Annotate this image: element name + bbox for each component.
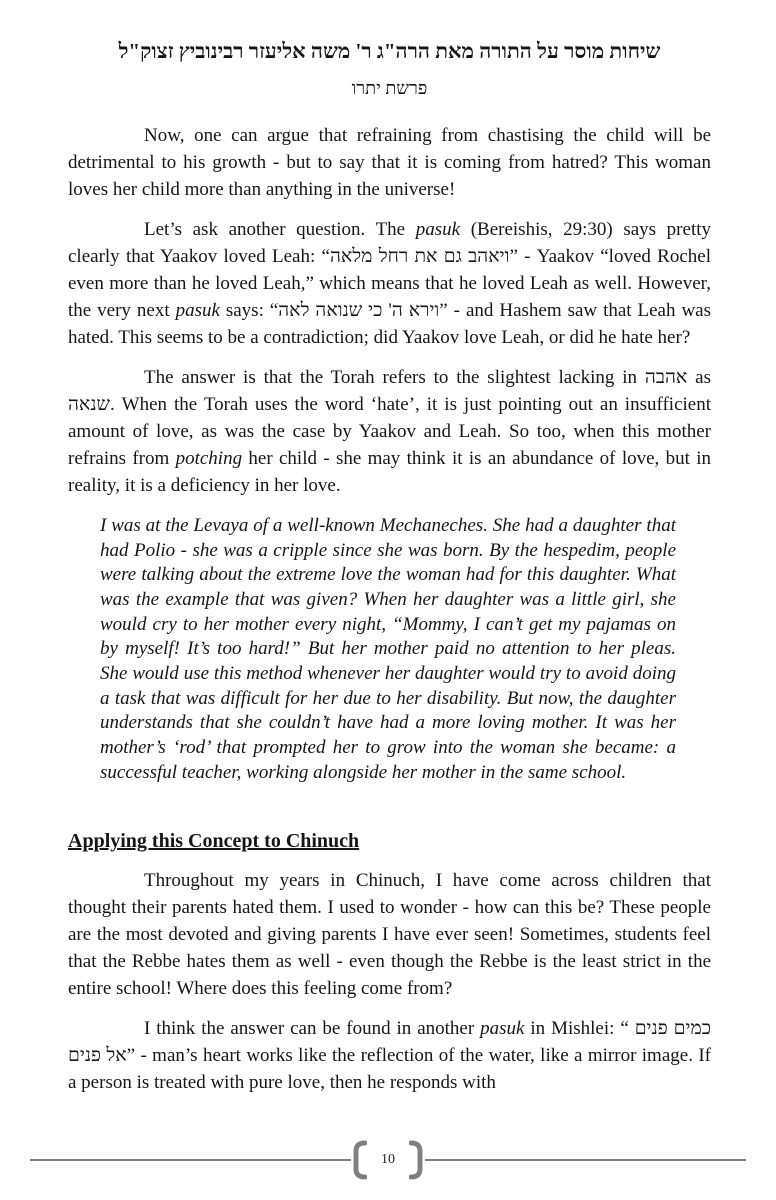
- document-subtitle-parsha: פרשת יתרו: [351, 78, 428, 99]
- right-bracket-icon: [409, 1140, 425, 1180]
- page-number: 10: [381, 1152, 395, 1167]
- page-number-badge: [351, 1140, 425, 1180]
- block-quote: I was at the Levaya of a well-known Mechaneches. She had a daughter that had Polio - she was a cripple since she was born. By the hespedim, people were talking about the extreme love the woman had for this daughter. What was the example that was given? When her daughter was a little girl, she would cry to her mother every night, “Mommy, I can’t get my pajamas on by myself! It’s too hard!” But her mother paid no attention to her pleas. She would use this method whenever her daughter would try to avoid doing a task that was difficult for her due to her disability. But now, the daughter understands that she couldn’t have had a more loving mother. It was her mother’s ‘rod’ that prompted her to grow into the woman she became: a successful teacher, working alongside her mother in the same school.: [100, 514, 676, 783]
- hebrew-phrase: כמים פנים אל פנים: [68, 1017, 711, 1066]
- body-paragraph: I think the answer can be found in another pasuk in Mishlei: “ כמים פנים אל פנים” - man’s heart works like the reflection of the water, like a mirror image. If a person is treated with pure love, then he responds with: [68, 1017, 711, 1093]
- hebrew-phrase: אהבה: [644, 367, 688, 388]
- document-blocks: [68, 123, 711, 1096]
- body-paragraph: Now, one can argue that refraining from chastising the child will be detrimental to his growth - but to say that it is coming from hatred? This woman loves her child more than anything in the universe!: [68, 125, 711, 201]
- page-footer: [30, 1140, 746, 1180]
- hebrew-phrase: שנאה: [68, 393, 110, 415]
- footer-rule-left: [30, 1159, 351, 1161]
- document-title-hebrew: שיחות מוסר על התורה מאת הרה"ג ר' משה אליעזר רבינוביץ זצוק"ל: [118, 39, 661, 63]
- hebrew-phrase: ויאהב גם את רחל מלאה: [329, 246, 510, 268]
- body-paragraph: Throughout my years in Chinuch, I have come across children that thought their parents hated them. I used to wonder - how can this be? These people are the most devoted and giving parents I have ever seen! Sometimes, students feel that the Rebbe hates them as well - even though the Rebbe is the least strict in the entire school! Where does this feeling come from?: [68, 869, 711, 999]
- left-bracket-icon: [351, 1140, 367, 1180]
- section-heading: Applying this Concept to Chinuch: [68, 830, 360, 853]
- body-paragraph: The answer is that the Torah refers to the slightest lacking in אהבה as שנאה. When the Torah uses the word ‘hate’, it is just pointing out an insufficient amount of love, as was the case by Yaakov and Leah. So too, when this mother refrains from potching her child - she may think it is an abundance of love, but in reality, it is a deficiency in her love.: [68, 367, 711, 496]
- body-paragraph: Let’s ask another question. The pasuk (Bereishis, 29:30) says pretty clearly that Yaakov loved Leah: “ויאהב גם את רחל מלאה” - Yaakov “loved Rochel even more than he loved Leah,” which means that he loved Leah as well. However, the very next pasuk says: “וירא ה' כי שנואה לאה” - and Hashem saw that Leah was hated. This seems to be a contradiction; did Yaakov love Leah, or did he hate her?: [68, 219, 712, 349]
- footer-rule-right: [425, 1159, 746, 1161]
- hebrew-phrase: וירא ה' כי שנואה לאה: [278, 300, 440, 322]
